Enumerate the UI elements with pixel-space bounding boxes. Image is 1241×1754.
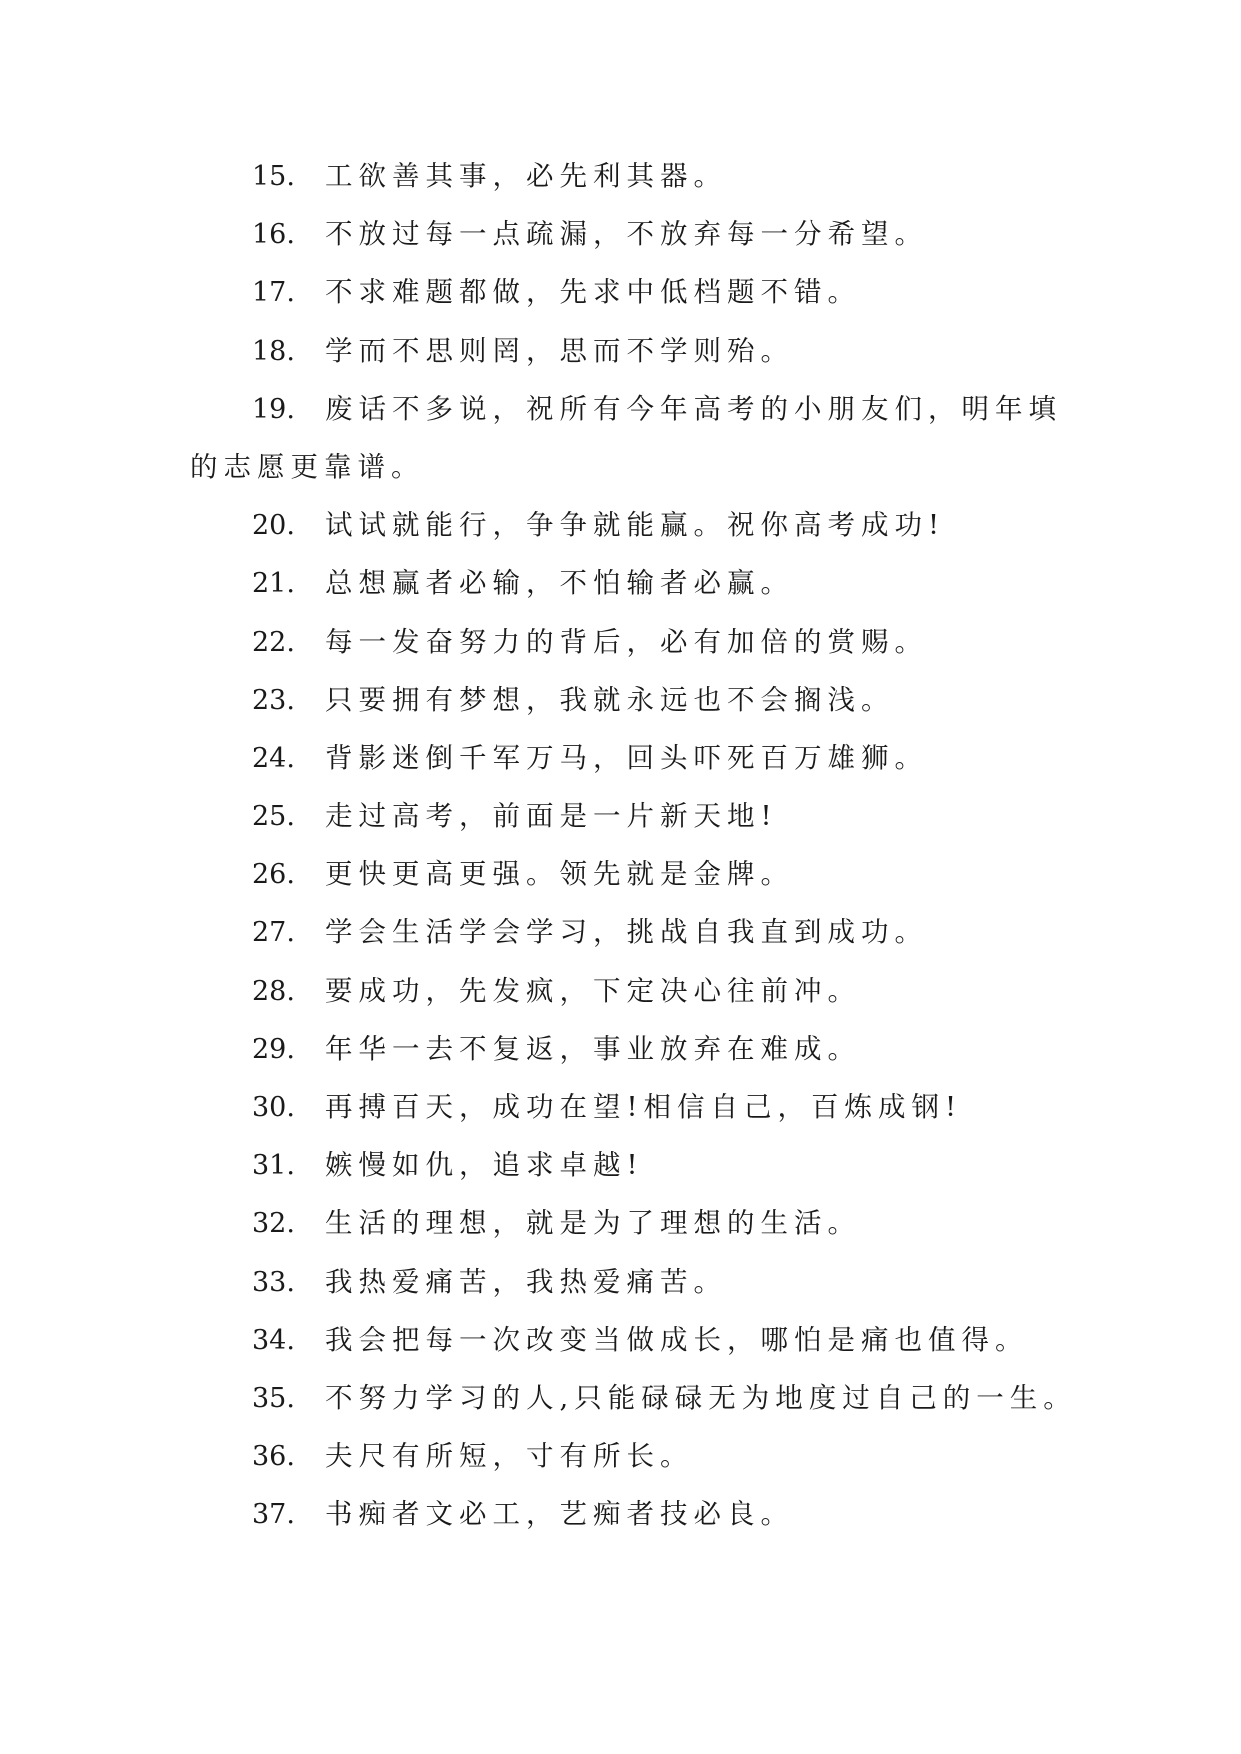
list-item (190, 743, 1070, 801)
list-item (190, 1092, 1070, 1150)
item-number: 29. (252, 1033, 295, 1065)
item-number: 15. (252, 161, 295, 192)
item-text: 不努力学习的人,只能碌碌无为地度过自己的一生。 (325, 1381, 1077, 1414)
item-text: 嫉慢如仇，追求卓越! (325, 1149, 644, 1182)
item-text: 我会把每一次改变当做成长，哪怕是痛也值得。 (325, 1323, 1029, 1356)
item-number: 32. (252, 1208, 295, 1240)
item-number: 35. (252, 1382, 295, 1414)
item-number: 27. (252, 917, 295, 949)
item-text: 只要拥有梦想，我就永远也不会搁浅。 (325, 683, 895, 716)
item-number: 20. (252, 510, 295, 542)
item-text: 更快更高更强。领先就是金牌。 (325, 858, 794, 891)
item-text: 夫尺有所短，寸有所长。 (325, 1440, 694, 1473)
list-item (190, 801, 1070, 859)
item-number: 30. (252, 1092, 295, 1123)
item-number: 16. (252, 219, 295, 251)
list-item (190, 1208, 1070, 1266)
item-text: 工欲善其事，必先利其器。 (325, 160, 727, 192)
item-text: 不求难题都做，先求中低档题不错。 (325, 276, 861, 309)
list-item (190, 685, 1070, 743)
item-text: 我热爱痛苦，我热爱痛苦。 (325, 1265, 727, 1298)
list-item (190, 1267, 1070, 1325)
item-number: 24. (252, 742, 295, 774)
item-text: 走过高考，前面是一片新天地! (325, 800, 778, 833)
item-number: 23. (252, 684, 295, 716)
item-number: 34. (252, 1324, 295, 1356)
item-text: 总想赢者必输，不怕输者必赢。 (325, 567, 794, 600)
item-number: 37. (252, 1499, 295, 1531)
list-item (190, 1034, 1070, 1092)
item-number: 26. (252, 859, 295, 891)
list-item (190, 917, 1070, 975)
item-number: 21. (252, 568, 295, 600)
item-number: 25. (252, 801, 295, 833)
item-text: 废话不多说，祝所有今年高考的小朋友们，明年填 (325, 392, 1062, 425)
item-text: 书痴者文必工，艺痴者技必良。 (325, 1498, 794, 1531)
list-item (190, 1441, 1070, 1499)
list-item (190, 1381, 1077, 1441)
item-text: 生活的理想，就是为了理想的生活。 (325, 1207, 861, 1240)
item-number: 22. (252, 626, 295, 658)
list-item (190, 510, 1070, 568)
list-item (190, 277, 1070, 335)
item-number: 19. (252, 393, 295, 425)
list-item (190, 627, 1070, 685)
quote-list (190, 160, 1077, 1558)
item-number: 31. (252, 1150, 295, 1182)
item-number: 33. (252, 1266, 295, 1298)
list-item (190, 859, 1070, 917)
list-item (190, 568, 1070, 626)
item-text-continuation: 的志愿更靠谱。 (190, 450, 425, 483)
item-text: 学而不思则罔，思而不学则殆。 (325, 334, 794, 367)
item-text: 年华一去不复返，事业放弃在难成。 (325, 1032, 861, 1065)
item-number: 18. (252, 335, 295, 367)
list-item (190, 219, 1070, 277)
list-item (190, 1499, 1070, 1557)
list-item-continuation (190, 452, 1070, 510)
item-text: 不放过每一点疏漏，不放弃每一分希望。 (325, 218, 928, 251)
list-item (190, 976, 1070, 1034)
item-text: 再搏百天，成功在望!相信自己，百炼成钢! (325, 1091, 963, 1123)
item-number: 28. (252, 975, 295, 1007)
item-text: 背影迷倒千军万马，回头吓死百万雄狮。 (325, 741, 928, 774)
list-item (190, 161, 1070, 219)
item-text: 每一发奋努力的背后，必有加倍的赏赐。 (325, 625, 928, 658)
list-item (190, 1325, 1070, 1383)
item-text: 学会生活学会学习，挑战自我直到成功。 (325, 916, 928, 949)
item-number: 17. (252, 277, 295, 309)
list-item (190, 336, 1070, 394)
list-item (190, 394, 1070, 452)
item-text: 试试就能行，争争就能赢。祝你高考成功! (325, 509, 946, 542)
item-text: 要成功，先发疯，下定决心往前冲。 (325, 974, 861, 1007)
item-number: 36. (252, 1441, 295, 1473)
list-item (190, 1150, 1070, 1208)
